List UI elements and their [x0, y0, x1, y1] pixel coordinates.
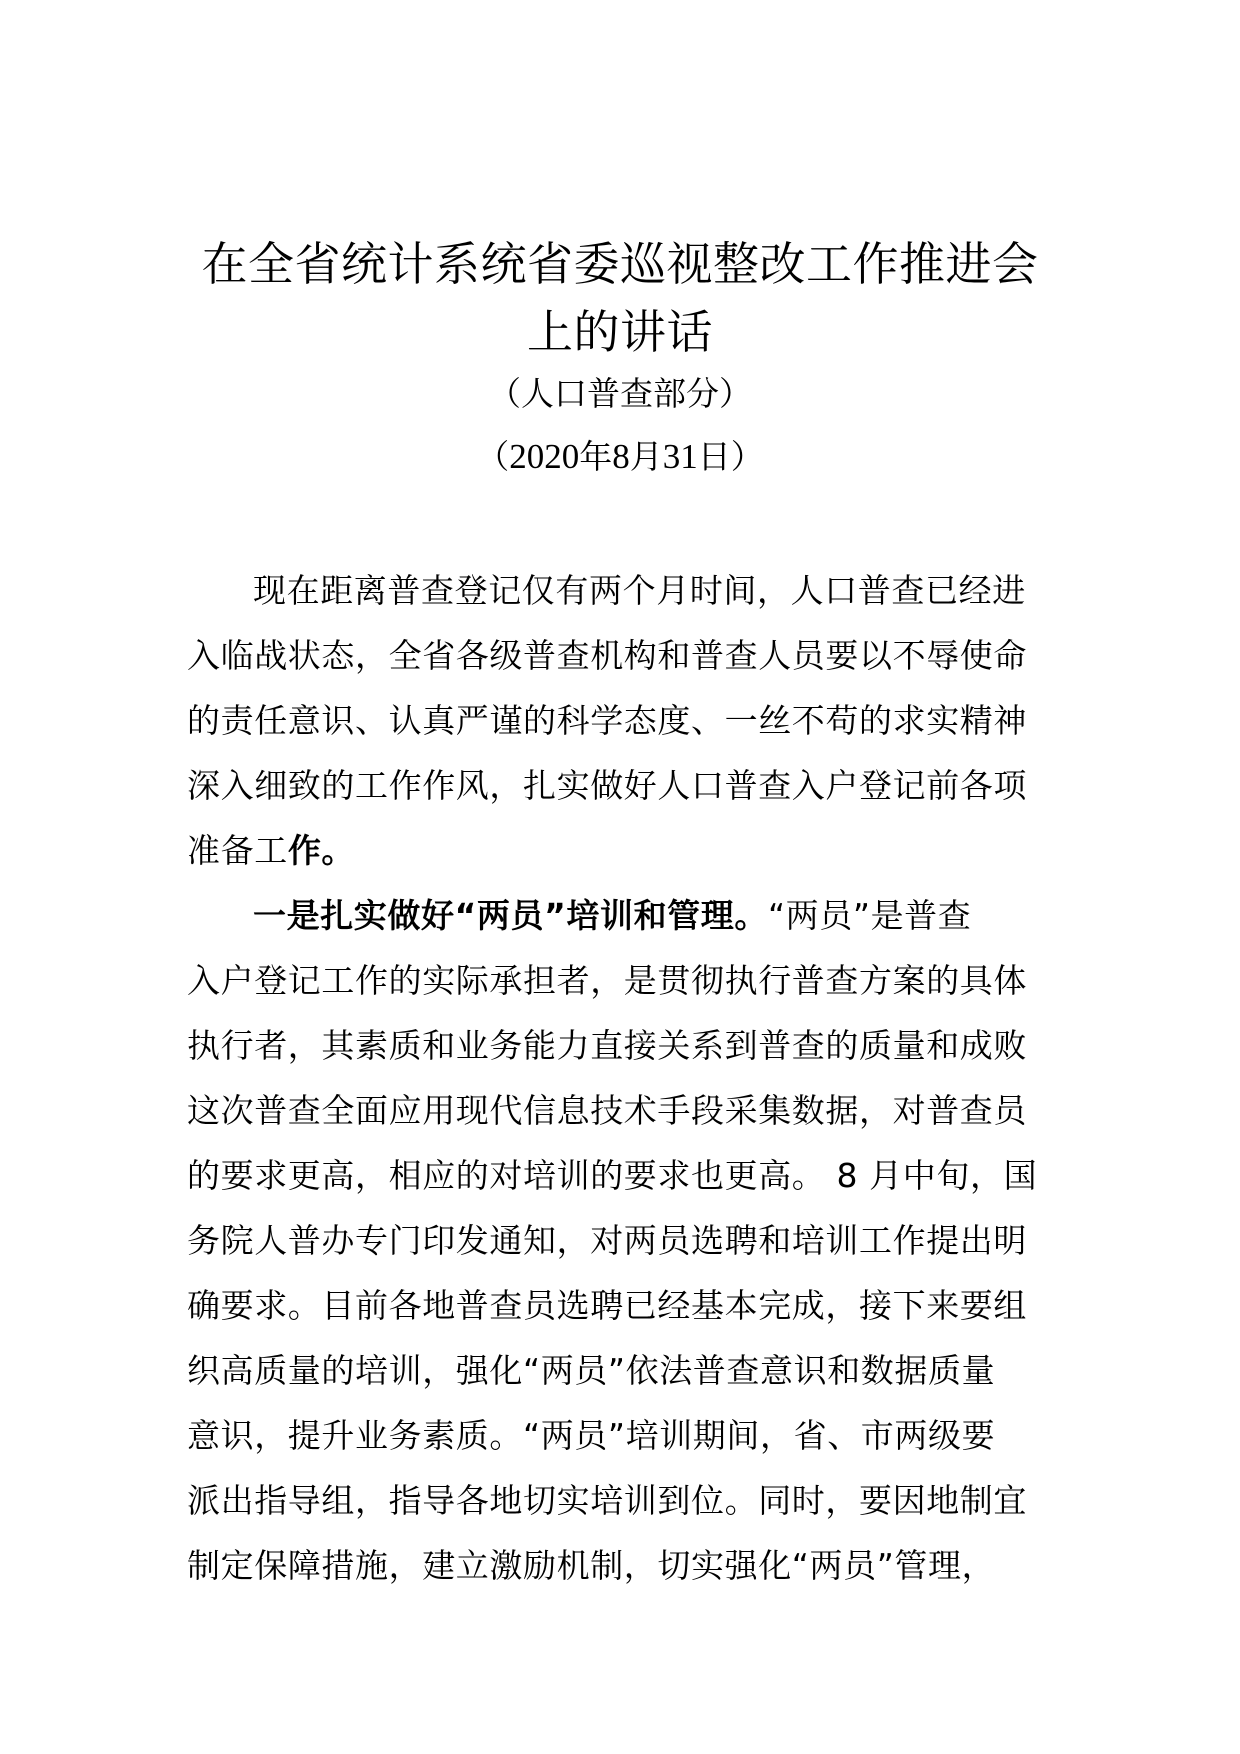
p2-line-11: 制定保障措施，建立激励机制，切实强化“两员”管理， — [187, 1546, 996, 1585]
p1-line-2: 入临战状态，全省各级普查机构和普查人员要以不辱使命 — [187, 636, 1027, 675]
p2-line-4: 这次普查全面应用现代信息技术手段采集数据，对普查员 — [187, 1091, 1027, 1130]
date-day: 31 — [662, 437, 698, 476]
p2-line-10: 派出指导组，指导各地切实培训到位。同时，要因地制宜 — [187, 1481, 1027, 1520]
date-year: 2020 — [509, 437, 580, 476]
p1-line-5-bold: 作。 — [287, 831, 356, 870]
p2-line-2: 入户登记工作的实际承担者，是贯彻执行普查方案的具体 — [187, 961, 1027, 1000]
p1-line-1: 现在距离普查登记仅有两个月时间，人口普查已经进 — [253, 571, 1026, 610]
date-month: 8 — [612, 437, 630, 476]
p2-line-5: 的要求更高，相应的对培训的要求也更高。 8 月中旬，国 — [187, 1156, 1038, 1195]
p2-line-8: 织高质量的培训，强化“两员”依法普查意识和数据质量 — [187, 1351, 996, 1390]
date-month-unit: 月 — [629, 437, 663, 476]
p1-line-5 — [187, 827, 1054, 875]
title-line-2: 上的讲话 — [527, 305, 713, 359]
subtitle: （人口普查部分） — [488, 374, 752, 413]
p2-line-3: 执行者，其素质和业务能力直接关系到普查的质量和成败 — [187, 1026, 1027, 1065]
p2-line-6: 务院人普办专门印发通知，对两员选聘和培训工作提出明 — [187, 1221, 1027, 1260]
speech-date — [0, 433, 1240, 481]
p2-line-1 — [253, 892, 1054, 940]
p2-line-7: 确要求。目前各地普查员选聘已经基本完成，接下来要组 — [187, 1286, 1027, 1325]
p2-line-1-text: “两员”是普查 — [767, 896, 972, 935]
p2-heading: 一是扎实做好“两员”培训和管理。 — [253, 896, 768, 935]
p1-line-3: 的责任意识、认真严谨的科学态度、一丝不苟的求实精神 — [187, 701, 1027, 740]
date-open-paren: （ — [476, 437, 510, 476]
p1-line-4: 深入细致的工作作风，扎实做好人口普查入户登记前各项 — [187, 766, 1027, 805]
p1-line-5-text: 准备工 — [187, 831, 288, 870]
title-line-1: 在全省统计系统省委巡视整改工作推进会 — [201, 237, 1039, 291]
date-year-unit: 年 — [579, 437, 613, 476]
p2-line-9: 意识，提升业务素质。“两员”培训期间，省、市两级要 — [187, 1416, 996, 1455]
date-day-unit: 日） — [697, 437, 764, 476]
